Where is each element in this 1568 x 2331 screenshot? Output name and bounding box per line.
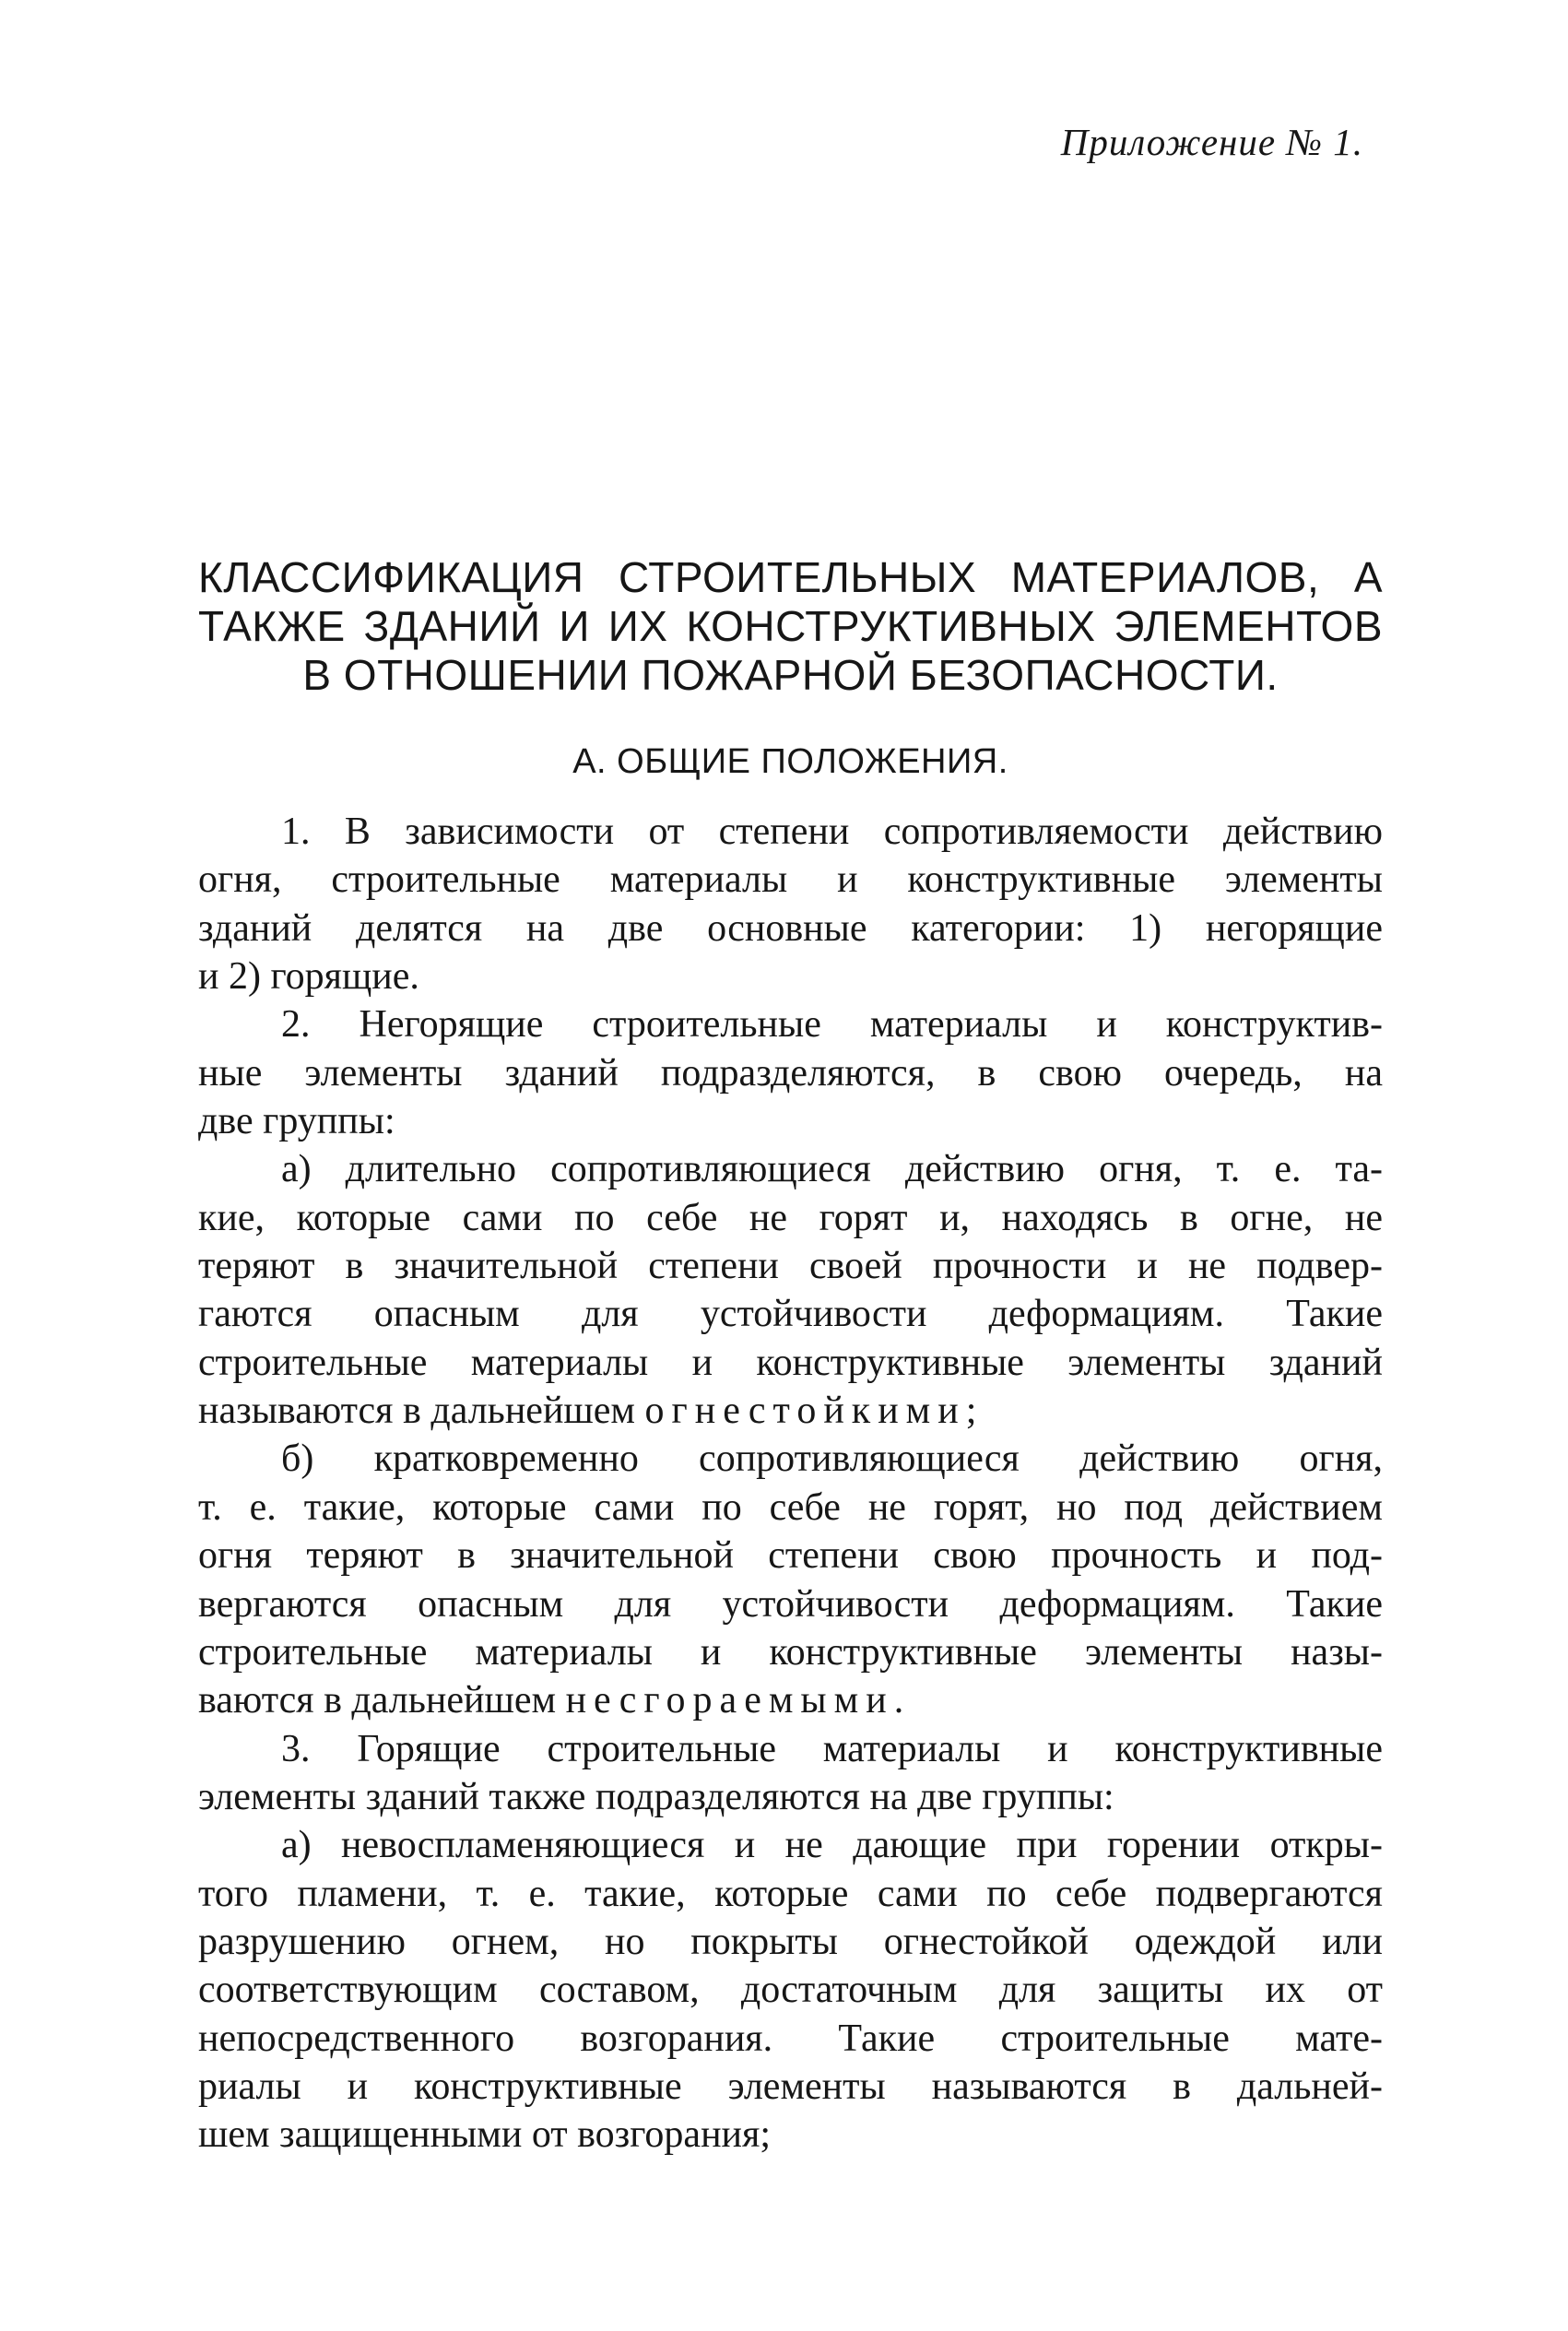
text-segment: ваются в дальнейшем xyxy=(198,1679,566,1722)
text-line: ные элементы зданий подразделяются, в свою очередь, на xyxy=(198,1051,1383,1095)
text-line: соответствующим составом, достаточным для защиты их от xyxy=(198,1969,1383,2012)
paragraph-2a xyxy=(198,1145,1383,1435)
text-line: того пламени, т. е. такие, которые сами по себе подвергаются xyxy=(198,1872,1383,1915)
text-line: две группы: xyxy=(198,1100,395,1143)
text-line: гаются опасным для устойчивости деформациям. Такие xyxy=(198,1293,1383,1336)
text-line: огня теряют в значительной степени свою прочность и под- xyxy=(198,1534,1383,1578)
text-line: разрушению огнем, но покрыты огнестойкой одеждой или xyxy=(198,1920,1383,1963)
text-line: теряют в значительной степени своей прочности и не подвер- xyxy=(198,1245,1383,1288)
document-title xyxy=(198,553,1383,700)
text-line: и 2) горящие. xyxy=(198,955,419,999)
text-line: б) кратковременно сопротивляющиеся действию огня, xyxy=(281,1438,1383,1481)
spaced-term: огнестойкими xyxy=(644,1390,966,1433)
text-line: а) невоспламеняющиеся и не дающие при горении откры- xyxy=(281,1824,1383,1867)
text-line xyxy=(198,1387,1383,1435)
text-segment: ; xyxy=(965,1390,977,1433)
text-line: строительные материалы и конструктивные элементы назы- xyxy=(198,1630,1383,1674)
text-line: риалы и конструктивные элементы называются в дальней- xyxy=(198,2065,1383,2108)
body-text xyxy=(198,808,1383,2159)
text-line xyxy=(198,1676,1383,1724)
text-line: непосредственного возгорания. Такие строительные мате- xyxy=(198,2017,1383,2060)
paragraph-3a xyxy=(198,1821,1383,2159)
text-line: а) длительно сопротивляющиеся действию огня, т. е. та- xyxy=(281,1148,1383,1191)
paragraph-2 xyxy=(198,1000,1383,1145)
text-line: элементы зданий также подразделяются на две группы: xyxy=(198,1775,1114,1818)
text-line: зданий делятся на две основные категории: 1) негорящие xyxy=(198,906,1383,950)
title-line: КЛАССИФИКАЦИЯ СТРОИТЕЛЬНЫХ МАТЕРИАЛОВ, А xyxy=(198,553,1383,601)
paragraph-1 xyxy=(198,808,1383,1000)
text-line: 2. Негорящие строительные материалы и конструктив- xyxy=(281,1003,1383,1047)
text-line: строительные материалы и конструктивные элементы зданий xyxy=(198,1341,1383,1384)
text-line: т. е. такие, которые сами по себе не горят, но под действием xyxy=(198,1485,1383,1529)
title-line: ТАКЖЕ ЗДАНИЙ И ИХ КОНСТРУКТИВНЫХ ЭЛЕМЕНТОВ xyxy=(198,602,1383,650)
section-heading: А. ОБЩИЕ ПОЛОЖЕНИЯ. xyxy=(572,742,1008,781)
text-line: вергаются опасным для устойчивости деформациям. Такие xyxy=(198,1582,1383,1626)
text-segment: . xyxy=(893,1679,904,1722)
text-line: 1. В зависимости от степени сопротивляемости действию xyxy=(281,811,1383,853)
text-line: огня, строительные материалы и конструктивные элементы xyxy=(198,858,1383,902)
paragraph-3 xyxy=(198,1725,1383,1822)
text-segment: называются в дальнейшем xyxy=(198,1390,645,1433)
appendix-label: Приложение № 1. xyxy=(1060,121,1363,163)
title-line: В ОТНОШЕНИИ ПОЖАРНОЙ БЕЗОПАСНОСТИ. xyxy=(302,651,1279,699)
spaced-term: несгораемыми xyxy=(565,1679,894,1722)
paragraph-2b xyxy=(198,1435,1383,1724)
text-line: кие, которые сами по себе не горят и, находясь в огне, не xyxy=(198,1196,1383,1239)
text-line: шем защищенными от возгорания; xyxy=(198,2113,772,2157)
text-line: 3. Горящие строительные материалы и конструктивные xyxy=(281,1727,1383,1770)
